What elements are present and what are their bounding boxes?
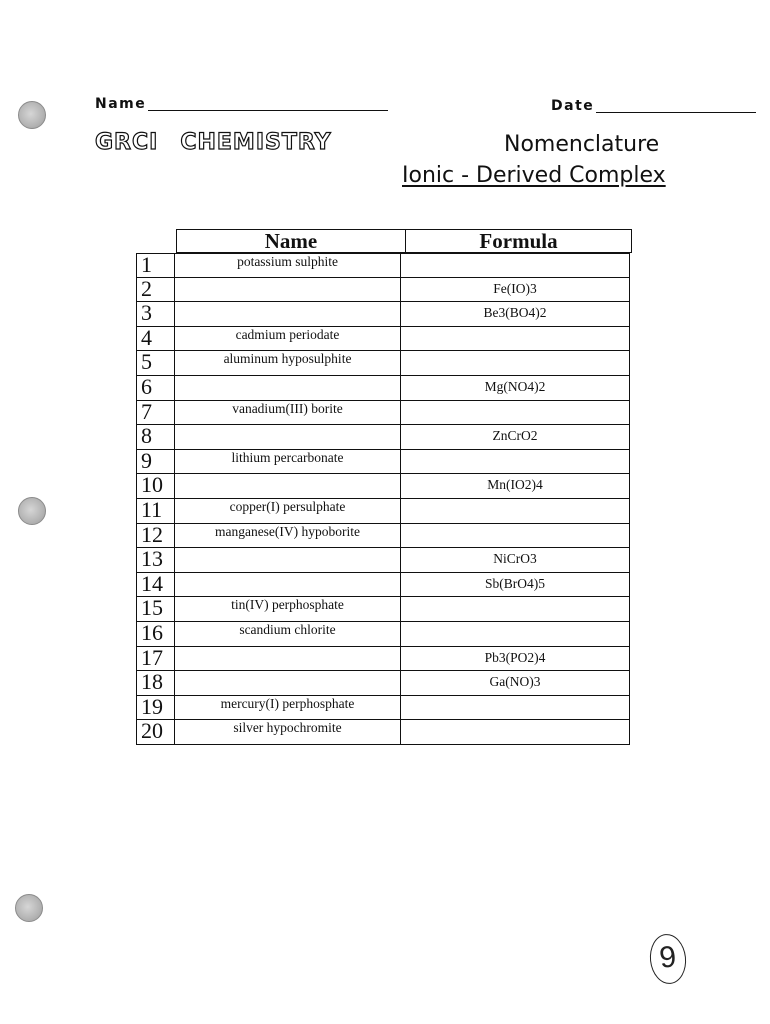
topic-title: Ionic - Derived Complex — [402, 163, 666, 188]
name-blank-line[interactable] — [148, 110, 388, 111]
name-cell[interactable] — [175, 302, 401, 326]
row-number: 5 — [137, 351, 175, 375]
date-blank-line[interactable] — [596, 112, 756, 113]
formula-cell[interactable] — [401, 720, 629, 744]
formula-cell: Ga(NO)3 — [489, 674, 541, 690]
formula-cell[interactable] — [401, 499, 629, 523]
name-cell: potassium sulphite — [175, 254, 401, 277]
table-row — [136, 253, 630, 278]
formula-cell: Pb3(PO2)4 — [484, 649, 546, 665]
subject-title: Nomenclature — [504, 132, 660, 157]
column-header-formula: Formula — [479, 229, 558, 253]
name-cell: aluminum hyposulphite — [175, 351, 401, 375]
formula-cell[interactable] — [401, 622, 629, 646]
table-row — [136, 324, 630, 352]
name-cell[interactable] — [175, 376, 401, 400]
school-name: GRCI — [95, 130, 159, 155]
table-header — [176, 229, 632, 253]
formula-cell[interactable] — [401, 351, 629, 375]
name-cell: copper(I) persulphate — [175, 499, 401, 523]
formula-cell[interactable] — [401, 450, 629, 474]
table-row — [136, 373, 630, 401]
row-number: 3 — [137, 302, 175, 326]
name-cell[interactable] — [175, 425, 401, 449]
name-cell[interactable] — [175, 278, 401, 302]
name-cell: silver hypochromite — [175, 720, 401, 744]
formula-cell[interactable] — [401, 401, 629, 425]
formula-cell: Mg(NO4)2 — [484, 378, 546, 394]
row-number: 8 — [137, 425, 175, 449]
name-cell[interactable] — [175, 474, 401, 498]
table-row — [136, 671, 630, 696]
course-name: CHEMISTRY — [180, 130, 332, 155]
table-row — [136, 693, 630, 721]
name-cell[interactable] — [175, 548, 401, 572]
row-number: 18 — [137, 671, 175, 695]
formula-cell: ZnCrO2 — [492, 428, 538, 444]
name-label: Name — [95, 96, 147, 112]
row-number: 2 — [137, 278, 175, 302]
nomenclature-table — [136, 253, 630, 745]
row-number: 9 — [137, 450, 175, 474]
formula-cell[interactable] — [401, 254, 629, 277]
row-number: 16 — [137, 622, 175, 646]
formula-cell: NiCrO3 — [493, 551, 537, 567]
punch-hole-bottom — [15, 894, 43, 922]
table-row — [136, 351, 630, 376]
row-number: 15 — [137, 597, 175, 621]
name-cell: cadmium periodate — [175, 327, 401, 351]
formula-cell[interactable] — [401, 597, 629, 621]
table-row — [136, 447, 630, 475]
table-row — [136, 398, 630, 426]
name-cell: mercury(I) perphosphate — [175, 696, 401, 720]
formula-cell: Sb(BrO4)5 — [485, 575, 545, 591]
row-number: 17 — [137, 647, 175, 671]
formula-cell[interactable] — [401, 327, 629, 351]
punch-hole-middle — [18, 497, 46, 525]
table-row — [136, 644, 630, 672]
table-row — [136, 619, 630, 647]
name-cell: vanadium(III) borite — [175, 401, 401, 425]
row-number: 20 — [137, 720, 175, 744]
column-header-name: Name — [177, 230, 406, 252]
formula-cell[interactable] — [401, 524, 629, 548]
table-row — [136, 275, 630, 303]
table-row — [136, 597, 630, 622]
row-number: 19 — [137, 696, 175, 720]
row-number: 7 — [137, 401, 175, 425]
table-row — [136, 474, 630, 499]
punch-hole-top — [18, 101, 46, 129]
name-cell[interactable] — [175, 671, 401, 695]
table-row — [136, 521, 630, 549]
name-cell: tin(IV) perphosphate — [175, 597, 401, 621]
name-cell: scandium chlorite — [175, 622, 401, 646]
name-cell[interactable] — [175, 573, 401, 597]
page-number: 9 — [647, 932, 688, 985]
formula-cell[interactable] — [401, 696, 629, 720]
table-row — [136, 496, 630, 524]
formula-cell: Mn(IO2)4 — [487, 477, 543, 493]
row-number: 1 — [137, 254, 175, 277]
table-row — [136, 425, 630, 450]
table-row — [136, 548, 630, 573]
row-number: 4 — [137, 327, 175, 351]
row-number: 10 — [137, 474, 175, 498]
name-cell: lithium percarbonate — [175, 450, 401, 474]
name-cell[interactable] — [175, 647, 401, 671]
row-number: 14 — [137, 573, 175, 597]
formula-cell: Be3(BO4)2 — [483, 305, 547, 321]
date-label: Date — [551, 98, 595, 114]
row-number: 12 — [137, 524, 175, 548]
row-number: 13 — [137, 548, 175, 572]
name-cell: manganese(IV) hypoborite — [175, 524, 401, 548]
row-number: 11 — [137, 499, 175, 523]
table-row — [136, 302, 630, 327]
table-row — [136, 570, 630, 598]
table-row — [136, 720, 630, 745]
school-course-heading — [95, 130, 332, 155]
formula-cell: Fe(IO)3 — [493, 280, 537, 296]
row-number: 6 — [137, 376, 175, 400]
